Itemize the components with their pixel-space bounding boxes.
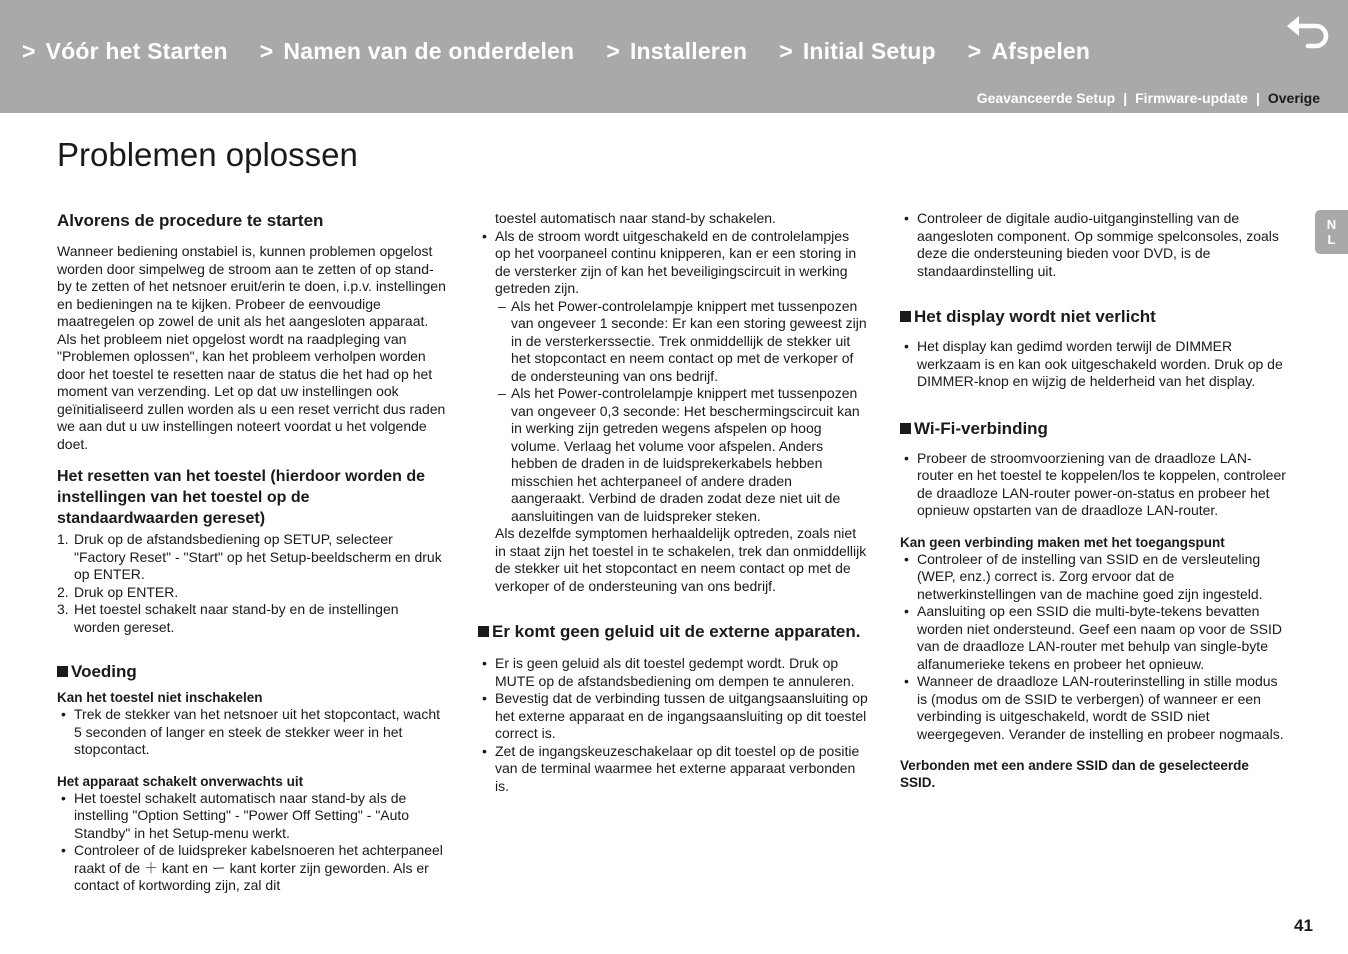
- list-item: • Trek de stekker van het netsnoer uit het stopcontact, wacht 5 seconden of langer en steek de stekker weer in het stopcontact.: [57, 706, 447, 759]
- subheading-geen-verbinding: Kan geen verbinding maken met het toegangspunt: [900, 534, 1225, 550]
- nav-link-initial-setup[interactable]: > Initial Setup: [779, 38, 936, 64]
- list-item: • Controleer de digitale audio-uitganginstelling van de aangesloten component. Op sommige spelconsoles, zoals deze die ondersteuning bieden voor DVD, is de standaardinstelling uit.: [900, 210, 1286, 280]
- subheading-kan-niet-inschakelen: Kan het toestel niet inschakelen: [57, 690, 263, 705]
- power-sub-list: [478, 298, 868, 526]
- section-heading-voeding: Voeding: [57, 661, 447, 683]
- subnav-separator: |: [1123, 90, 1128, 106]
- intro-paragraph: Wanneer bediening onstabiel is, kunnen problemen opgelost worden door simpelweg de stroom aan te zetten of op stand-by te zetten of het netsnoer eruit/erin te doen, i.p.v. instellingen en bedieningen na te kijken. Probeer de eenvoudige maatregelen op zowel de unit als het aangesloten apparaat. Als het probleem niet opgelost wordt na raadpleging van "Problemen oplossen", kan het probleem verholpen worden door het toestel te resetten naar de status die het had op het moment van verzending. Let op dat uw instellingen ook geïnitialiseerd zullen worden als u een reset verricht dus raden we aan dut u uw instellingen noteert voordat u het volgende doet.: [57, 243, 446, 452]
- section-heading-intro: Alvorens de procedure te starten: [57, 211, 324, 230]
- language-tab-nl: N L: [1315, 210, 1348, 254]
- page-number: 41: [1294, 916, 1313, 935]
- list-item: 1. Druk op de afstandsbediening op SETUP, selecteer "Factory Reset" - "Start" op het Setup-beeldscherm en druk op ENTER.: [57, 531, 442, 582]
- list-item: • Bevestig dat de verbinding tussen de uitgangsaansluiting op het externe apparaat en de ingangsaansluiting op dit toestel correct is.: [478, 690, 868, 743]
- subnav-link-geavanceerde-setup[interactable]: Geavanceerde Setup: [976, 90, 1116, 106]
- list-item: 3. Het toestel schakelt naar stand-by en de instellingen worden gereset.: [57, 601, 399, 635]
- list-item: • Zet de ingangskeuzeschakelaar op dit toestel op de positie van de terminal waarmee het externe apparaat verbonden is.: [478, 743, 868, 796]
- wifi-list: [900, 450, 1286, 520]
- return-arrow-icon[interactable]: [1286, 14, 1330, 52]
- list-item: – Als het Power-controlelampje knippert met tussenpozen van ongeveer 0,3 seconde: Het beschermingscircuit kan in werking zijn getreden wegens afspelen op hoog volume. Verlaag het volume voor afspelen. Anders hebben de draden in de luidsprekerkabels hebben misschien het achterpaneel of andere draden aangeraakt. Verbind de draden zodat deze niet uit de aansluitingen van de luidspreker steken.: [478, 385, 868, 525]
- subnav-separator: |: [1255, 90, 1260, 106]
- column-left: [57, 210, 447, 895]
- subnav-current-overige[interactable]: Overige: [1267, 90, 1320, 106]
- subheading-schakelt-onverwachts-uit: Het apparaat schakelt onverwachts uit: [57, 773, 304, 789]
- list-item: • Wanneer de draadloze LAN-routerinstelling in stille modus is (modus om de SSID te verbergen) of wanneer er een verbinding is uitgeschakeld, wordt de SSID niet weergegeven. Verander de instelling en probeer nogmaals.: [900, 673, 1286, 743]
- list-item: • Het display kan gedimd worden terwijl de DIMMER werkzaam is en kan ook uitgeschakeld worden. Druk op de DIMMER-knop en wijzig de helderheid van het display.: [900, 338, 1286, 391]
- nav-link-voor-het-starten[interactable]: > Vóór het Starten: [22, 38, 228, 64]
- voeding-list-1: [57, 706, 447, 759]
- top-navigation: [22, 38, 1122, 65]
- list-item: • Controleer of de luidspreker kabelsnoeren het achterpaneel raakt of de ＋ kant en ー kant korter zijn geworden. Als er contact of kortwording zijn, zal dit: [57, 842, 447, 895]
- display-list: [900, 338, 1286, 391]
- subnav-link-firmware-update[interactable]: Firmware-update: [1135, 90, 1248, 106]
- audio-output-list: [900, 210, 1286, 280]
- section-heading-geen-geluid: Er komt geen geluid uit de externe apparaten.: [478, 621, 868, 643]
- square-bullet-icon: [478, 626, 489, 637]
- square-bullet-icon: [900, 423, 911, 434]
- list-item: • Het toestel schakelt automatisch naar stand-by als de instelling "Option Setting" - "Power Off Setting" - "Auto Standby" in het Setup-menu werkt.: [57, 790, 447, 843]
- access-point-list: [900, 551, 1286, 744]
- nav-link-installeren[interactable]: > Installeren: [606, 38, 748, 64]
- page-title: Problemen oplossen: [57, 136, 358, 173]
- list-item: • Er is geen geluid als dit toestel gedempt wordt. Druk op MUTE op de afstandsbediening om dempen te annuleren.: [478, 655, 868, 690]
- list-item: • Controleer of de instelling van SSID en de versleuteling (WEP, enz.) correct is. Zorg ervoor dat de netwerkinstellingen van de machine goed zijn ingesteld.: [900, 551, 1286, 604]
- square-bullet-icon: [900, 311, 911, 322]
- list-item: • Probeer de stroomvoorziening van de draadloze LAN-router en het toestel te koppelen/los te koppelen, controleer de draadloze LAN-router power-on-status en probeer het opnieuw opstarten van de draadloze LAN-router.: [900, 450, 1286, 520]
- list-item: 2. Druk op ENTER.: [57, 583, 179, 600]
- list-item: • Aansluiting op een SSID die multi-byte-tekens bevatten worden niet ondersteund. Geef een naam op voor de SSID van de draadloze LAN-router met behulp van single-byte alfanumerieke tekens en probeer het opnieuw.: [900, 603, 1286, 673]
- continued-text: Als dezelfde symptomen herhaaldelijk optreden, zoals niet in staat zijn het toestel in te schakelen, trek dan onmiddellijk de stekker uit het stopcontact en neem contact op met de verkoper of de ondersteuning van ons bedrijf.: [495, 525, 867, 594]
- section-heading-wifi: Wi-Fi-verbinding: [900, 418, 1286, 440]
- subheading-andere-ssid: Verbonden met een andere SSID dan de geselecteerde SSID.: [900, 758, 1249, 790]
- section-heading-display: Het display wordt niet verlicht: [900, 306, 1286, 328]
- voeding-list-2: [57, 790, 447, 895]
- nav-link-namen-van-de-onderdelen[interactable]: > Namen van de onderdelen: [259, 38, 575, 64]
- reset-steps-list: [57, 531, 447, 636]
- power-list: [478, 228, 868, 298]
- continued-text: toestel automatisch naar stand-by schakelen.: [495, 210, 776, 226]
- section-heading-reset: Het resetten van het toestel (hierdoor worden de instellingen van het toestel op de standaardwaarden gereset): [57, 468, 426, 527]
- sub-navigation: [977, 90, 1320, 106]
- column-right: [900, 210, 1286, 791]
- column-middle: [478, 210, 868, 795]
- list-item: – Als het Power-controlelampje knippert met tussenpozen van ongeveer 1 seconde: Er kan een storing geweest zijn in de versterkerssectie. Trek onmiddellijk de stekker uit het stopcontact en neem contact op met de verkoper of de ondersteuning van ons bedrijf.: [478, 298, 868, 386]
- square-bullet-icon: [57, 666, 68, 677]
- list-item: • Als de stroom wordt uitgeschakeld en de controlelampjes op het voorpaneel continu knipperen, kan er een storing in de versterker zijn of kan het beveiligingscircuit in werking getreden zijn.: [478, 228, 868, 298]
- sound-list: [478, 655, 868, 795]
- nav-link-afspelen[interactable]: > Afspelen: [967, 38, 1091, 64]
- header-bar: [0, 0, 1348, 113]
